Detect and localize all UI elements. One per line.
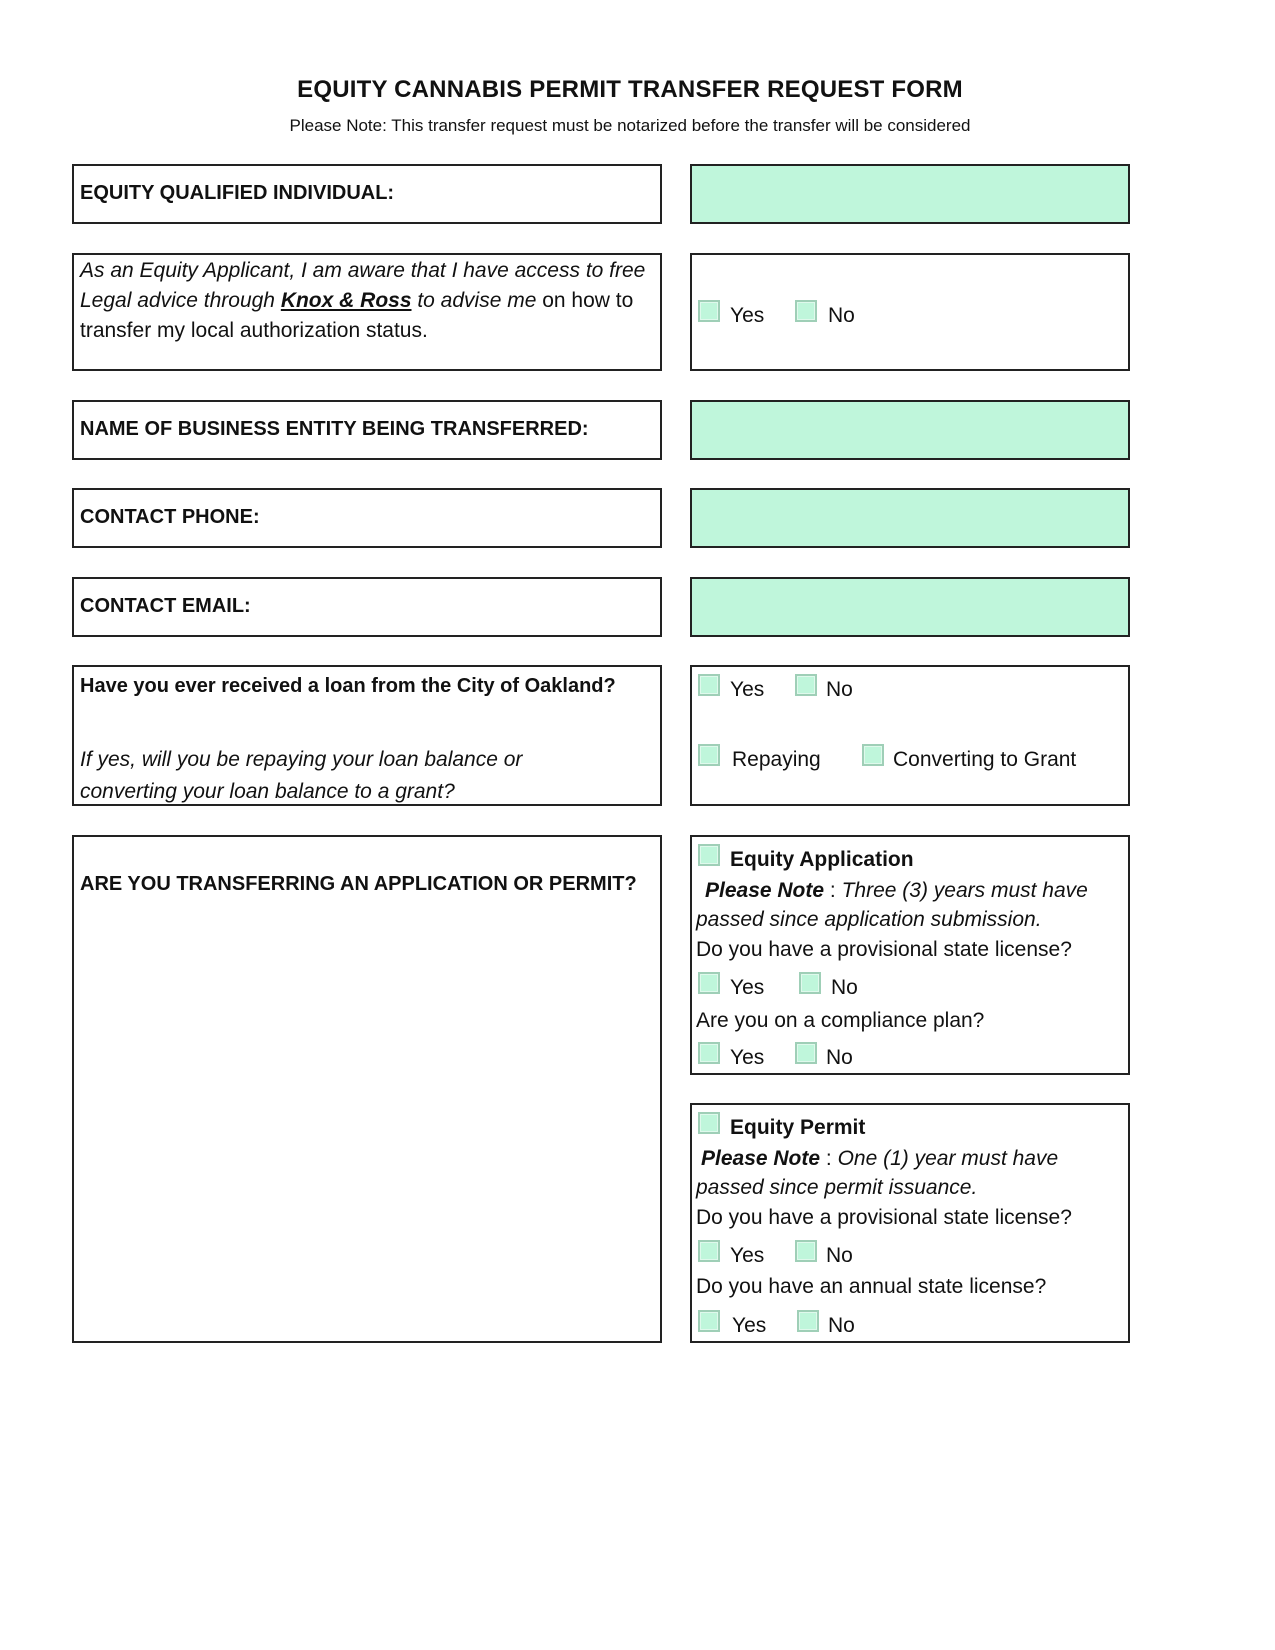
permit-note-label: Please Note	[701, 1147, 821, 1170]
legal-yes-checkbox[interactable]	[698, 300, 720, 322]
application-note-text: Three (3) years must have	[841, 879, 1088, 902]
loan-question-box	[72, 665, 662, 806]
contact-phone-label-box	[72, 488, 662, 548]
contact-phone-input[interactable]	[690, 488, 1130, 548]
loan-yes-label: Yes	[730, 678, 765, 701]
app-compliance-no-label: No	[826, 1046, 853, 1069]
loan-no-label: No	[826, 678, 853, 701]
transfer-question-box	[72, 835, 662, 1343]
application-question-2: Are you on a compliance plan?	[696, 1009, 985, 1032]
legal-advice-text-c: on how to	[536, 289, 634, 312]
equity-individual-label-box	[72, 164, 662, 224]
loan-question: Have you ever received a loan from the City of Oakland?	[80, 675, 616, 697]
permit-title: Equity Permit	[730, 1116, 866, 1139]
knox-ross-link[interactable]: Knox & Ross	[280, 289, 412, 312]
legal-advice-line3: transfer my local authorization status.	[80, 319, 428, 342]
application-checkbox[interactable]	[698, 844, 720, 866]
equity-individual-input[interactable]	[690, 164, 1130, 224]
equity-individual-label: EQUITY QUALIFIED INDIVIDUAL:	[80, 182, 395, 204]
legal-advice-line1: As an Equity Applicant, I am aware that I have access to free	[80, 259, 646, 282]
permit-provisional-yes-checkbox[interactable]	[698, 1240, 720, 1262]
app-provisional-yes-label: Yes	[730, 976, 765, 999]
equity-permit-box	[690, 1103, 1130, 1343]
application-title: Equity Application	[730, 848, 914, 871]
permit-note-line2: passed since permit issuance.	[696, 1176, 978, 1199]
permit-note-text: One (1) year must have	[837, 1147, 1059, 1170]
app-provisional-yes-checkbox[interactable]	[698, 972, 720, 994]
permit-annual-yes-checkbox[interactable]	[698, 1310, 720, 1332]
app-compliance-no-checkbox[interactable]	[795, 1042, 817, 1064]
contact-email-label-box	[72, 577, 662, 637]
legal-advice-text-b: to advise me	[411, 289, 537, 312]
legal-no-label: No	[828, 304, 855, 327]
application-question-1: Do you have a provisional state license?	[696, 938, 1072, 961]
permit-question-2: Do you have an annual state license?	[696, 1275, 1047, 1298]
permit-provisional-yes-label: Yes	[730, 1244, 765, 1267]
contact-email-label: CONTACT EMAIL:	[80, 595, 251, 617]
loan-no-checkbox[interactable]	[795, 674, 817, 696]
business-entity-label: NAME OF BUSINESS ENTITY BEING TRANSFERRED:	[80, 418, 589, 440]
permit-note	[701, 1147, 1058, 1171]
loan-answer-box	[690, 665, 1130, 806]
app-provisional-no-label: No	[831, 976, 858, 999]
loan-followup-line1: If yes, will you be repaying your loan balance or	[80, 748, 523, 771]
transfer-question: ARE YOU TRANSFERRING AN APPLICATION OR PERMIT?	[80, 873, 637, 895]
legal-advice-box	[72, 253, 662, 371]
loan-followup-line2: converting your loan balance to a grant?	[80, 780, 455, 803]
permit-provisional-no-checkbox[interactable]	[795, 1240, 817, 1262]
contact-phone-label: CONTACT PHONE:	[80, 506, 260, 528]
converting-label: Converting to Grant	[893, 748, 1077, 771]
repaying-checkbox[interactable]	[698, 744, 720, 766]
notarize-note: Please Note: This transfer request must be notarized before the transfer will be considered	[289, 116, 971, 135]
permit-annual-yes-label: Yes	[732, 1314, 767, 1337]
business-entity-input[interactable]	[690, 400, 1130, 460]
legal-advice-text: Legal advice through	[80, 289, 281, 312]
application-note-line2: passed since application submission.	[696, 908, 1042, 931]
application-note-sep: :	[824, 879, 842, 902]
legal-no-checkbox[interactable]	[795, 300, 817, 322]
contact-email-input[interactable]	[690, 577, 1130, 637]
permit-annual-no-label: No	[828, 1314, 855, 1337]
equity-application-box	[690, 835, 1130, 1075]
app-compliance-yes-label: Yes	[730, 1046, 765, 1069]
converting-checkbox[interactable]	[862, 744, 884, 766]
application-note	[705, 879, 1088, 903]
permit-annual-no-checkbox[interactable]	[797, 1310, 819, 1332]
legal-advice-line2	[80, 285, 633, 316]
form-title: EQUITY CANNABIS PERMIT TRANSFER REQUEST FORM	[297, 76, 963, 103]
legal-advice-answer-box	[690, 253, 1130, 371]
legal-yes-label: Yes	[730, 304, 765, 327]
business-entity-label-box	[72, 400, 662, 460]
app-provisional-no-checkbox[interactable]	[799, 972, 821, 994]
app-compliance-yes-checkbox[interactable]	[698, 1042, 720, 1064]
permit-checkbox[interactable]	[698, 1112, 720, 1134]
permit-question-1: Do you have a provisional state license?	[696, 1206, 1072, 1229]
loan-yes-checkbox[interactable]	[698, 674, 720, 696]
permit-provisional-no-label: No	[826, 1244, 853, 1267]
permit-note-sep: :	[820, 1147, 838, 1170]
repaying-label: Repaying	[732, 748, 821, 771]
application-note-label: Please Note	[705, 879, 825, 902]
